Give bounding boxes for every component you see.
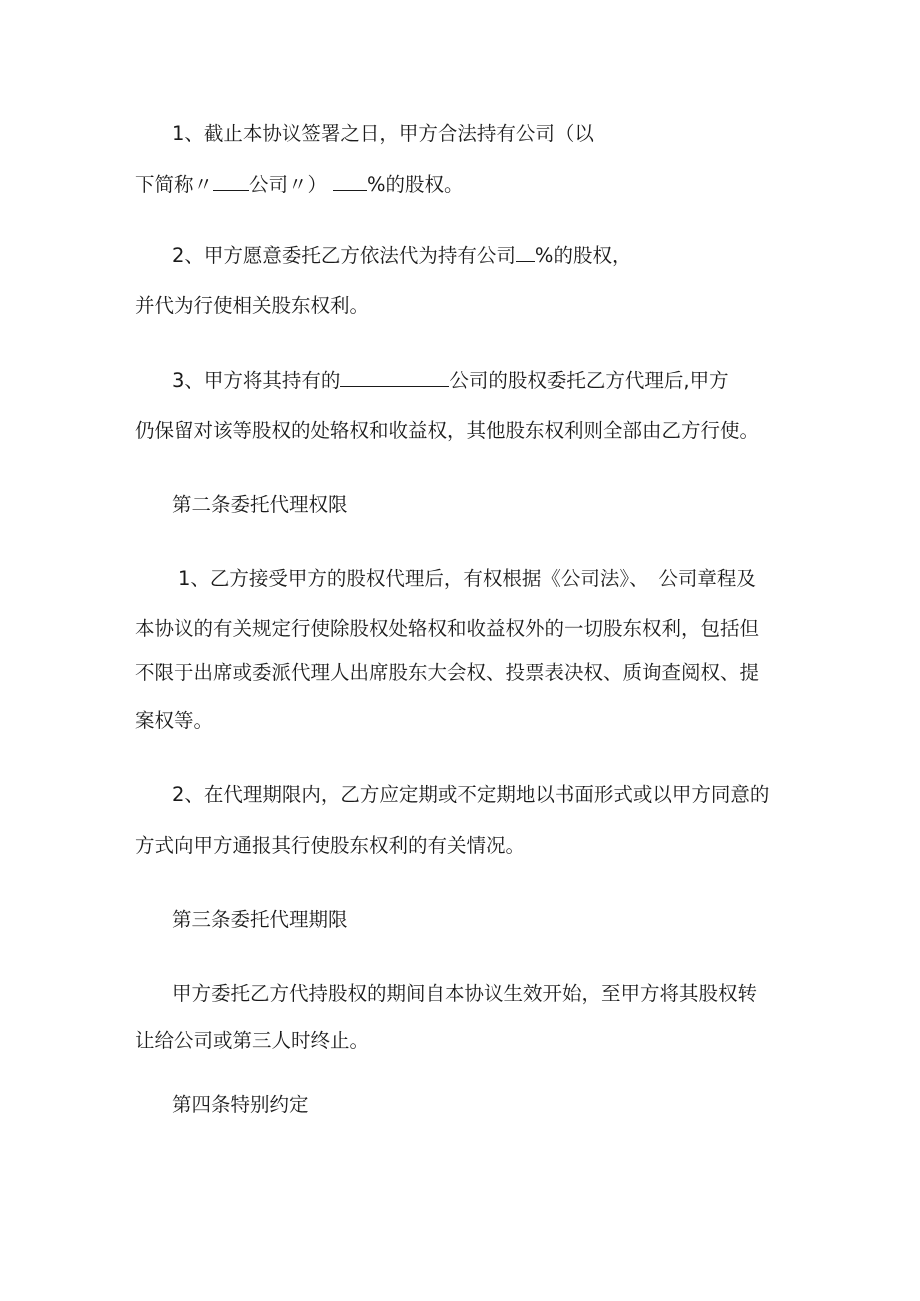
article-2-heading: 第二条委托代理权限 [172, 493, 348, 516]
clause-item-1-suffix: %的股权。 [367, 173, 464, 196]
clause-item-3-line-1 [172, 367, 729, 395]
article-2-item-1-line-2: 本协议的有关规定行使除股权处辂权和收益权外的一切股东权利，包括但 [135, 617, 760, 640]
clause-item-3-prefix: 3、甲方将其持有的 [172, 369, 341, 392]
company-blank [340, 367, 449, 387]
article-3-para-line-2: 让给公司或第三人时终止。 [135, 1029, 370, 1052]
article-2-item-1-line-3: 不限于出席或委派代理人出席股东大会权、投票表决权、质询查阅权、提 [135, 661, 760, 684]
clause-item-2-prefix: 2、甲方愿意委托乙方依法代为持有公司 [172, 244, 516, 267]
company-name-blank [213, 171, 249, 191]
article-2-item-2-line-1: 2、在代理期限内，乙方应定期或不定期地以书面形式或以甲方同意的 [172, 783, 770, 806]
clause-item-2-suffix: %的股权， [534, 244, 632, 267]
article-3-para-line-1: 甲方委托乙方代持股权的期间自本协议生效开始，至甲方将其股权转 [172, 982, 758, 1005]
clause-item-1-company: 公司〃） [249, 173, 328, 196]
clause-item-2-line-1 [172, 242, 631, 270]
clause-item-2-line-2: 并代为行使相关股东权利。 [135, 294, 370, 317]
article-3-heading: 第三条委托代理期限 [172, 908, 348, 931]
entrusted-percent-blank [516, 242, 535, 262]
article-2-item-1-line-1: 1、乙方接受甲方的股权代理后，有权根据《公司法》、 公司章程及 [178, 567, 756, 590]
clause-item-3-suffix: 公司的股权委托乙方代理后,甲方 [449, 369, 729, 392]
clause-item-1-line-1: 1、截止本协议签署之日，甲方合法持有公司（以 [172, 122, 594, 145]
article-4-heading: 第四条特别约定 [172, 1093, 309, 1116]
clause-item-1-prefix: 下简称〃 [135, 173, 214, 196]
clause-item-3-line-2: 仍保留对该等股权的处辂权和收益权，其他股东权利则全部由乙方行使。 [135, 419, 760, 442]
article-2-item-2-line-2: 方式向甲方通报其行使股东权利的有关情况。 [135, 834, 526, 857]
share-percent-blank [333, 171, 367, 191]
article-2-item-1-line-4: 案权等。 [135, 709, 214, 732]
clause-item-1-line-2 [135, 171, 464, 199]
